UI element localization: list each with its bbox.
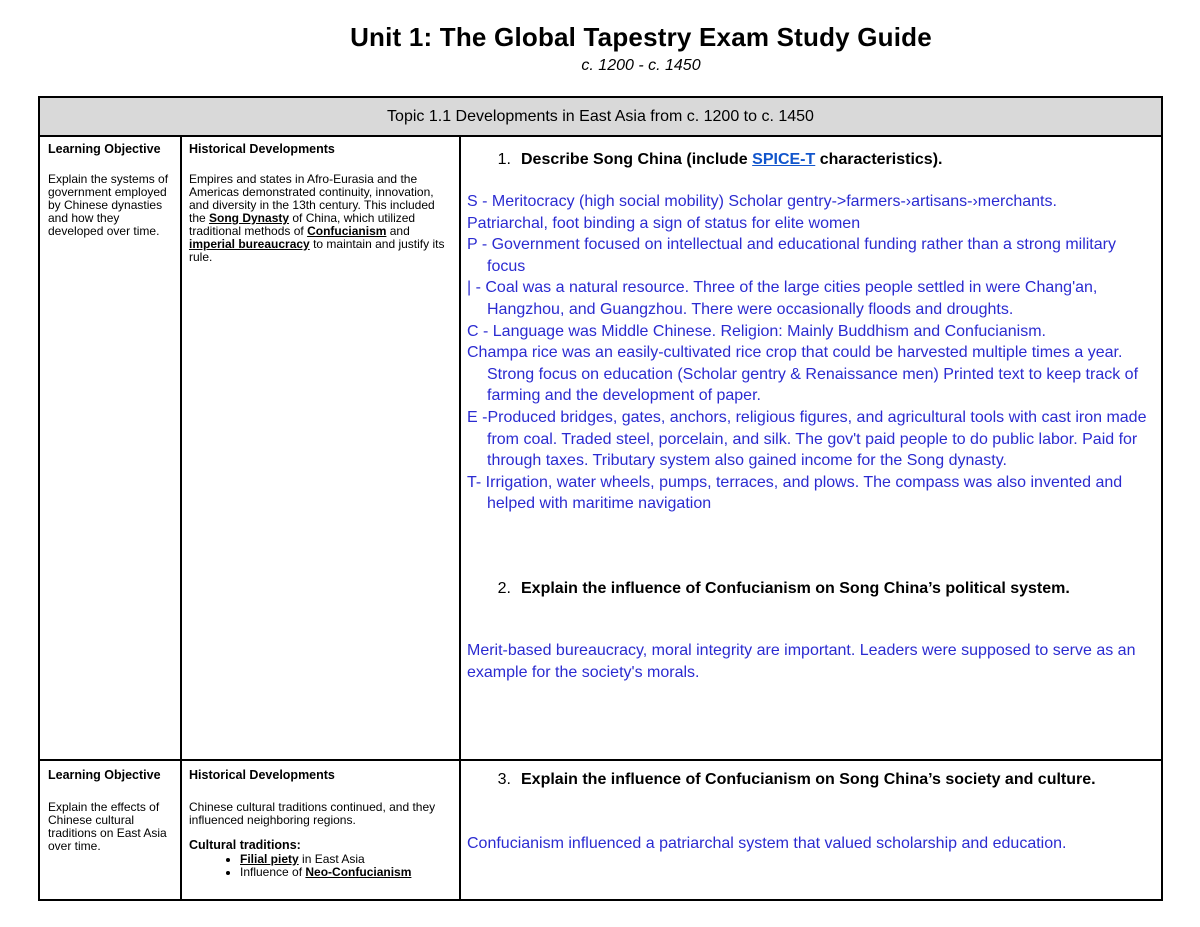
spice-t-link[interactable]: SPICE-T [752, 151, 816, 168]
question-text: Explain the influence of Confucianism on Song China’s political system. [521, 579, 1070, 597]
term-song-dynasty: Song Dynasty [209, 211, 290, 225]
historical-developments-text [189, 173, 453, 264]
topic-heading: Topic 1.1 Developments in East Asia from c. 1200 to c. 1450 [39, 97, 1162, 136]
historical-developments-cell-2 [181, 760, 460, 900]
question-number: 1. [497, 151, 511, 168]
hd-text-part: Empires and states in Afro-Eurasia and the Americas demonstrated continuity, innovation, and diversity in the 13th century. This included the [189, 172, 435, 225]
question-number: 2. [497, 579, 511, 597]
historical-developments-heading: Historical Developments [189, 768, 335, 782]
question-cell-1 [460, 136, 1162, 760]
answer-line: T- Irrigation, water wheels, pumps, terraces, and plows. The compass was also invented and helped with maritime navigation [467, 473, 1123, 513]
question-text: Describe Song China (include [521, 151, 753, 168]
historical-developments-heading: Historical Developments [189, 142, 335, 156]
learning-objective-heading: Learning Objective [48, 142, 161, 156]
learning-objective-cell-1 [39, 136, 181, 760]
question-number: 3. [497, 771, 511, 788]
date-range: c. 1200 - c. 1450 [581, 57, 701, 74]
spice-t-answers [467, 191, 1153, 515]
study-guide-table [38, 96, 1163, 901]
question-text: Explain the influence of Confucianism on Song China’s society and culture. [521, 771, 1096, 788]
question-cell-2 [460, 760, 1162, 900]
list-item-text: Influence of [240, 865, 306, 879]
learning-objective-cell-2 [39, 760, 181, 900]
hd-text-part: and [386, 224, 410, 238]
answer-line: Champa rice was an easily-cultivated rice crop that could be harvested multiple times a year. Strong focus on education (Scholar gentry & Renaissance men) Printed text to keep track of farming and the development of paper. [467, 344, 1139, 405]
answer-line: Patriarchal, foot binding a sign of status for elite women [467, 214, 861, 232]
answer-line: | - Coal was a natural resource. Three of the large cities people settled in were Chang'an, Hangzhou, and Guangzhou. There were occasionally floods and droughts. [467, 279, 1098, 318]
list-item-text: in East Asia [298, 852, 365, 866]
answer-line: E -Produced bridges, gates, anchors, religious figures, and agricultural tools with cast iron made from coal. Traded steel, porcelain, and silk. The gov't paid people to do public labor. Paid for through taxes. Tributary system also gained income for the Song dynasty. [467, 408, 1147, 470]
hd-text-part: of China, which utilized traditional methods of [189, 211, 416, 238]
document-title: Unit 1: The Global Tapestry Exam Study Guide [350, 22, 932, 52]
question-1 [485, 149, 1161, 171]
section-row-2 [39, 760, 1162, 900]
answer-line: P - Government focused on intellectual and educational funding rather than a strong military focus [467, 236, 1116, 275]
question-2 [485, 578, 1161, 600]
cultural-traditions-heading: Cultural traditions: [189, 838, 301, 852]
question-text: characteristics). [815, 151, 943, 168]
question-3-answer: Confucianism influenced a patriarchal system that valued scholarship and education. [467, 835, 1067, 852]
section-row-1 [39, 136, 1162, 760]
term-confucianism: Confucianism [307, 224, 387, 238]
topic-header-row [39, 97, 1162, 136]
learning-objective-text: Explain the systems of government employed by Chinese dynasties and how they developed over time. [48, 172, 169, 238]
historical-developments-text: Chinese cultural traditions continued, and they influenced neighboring regions. [189, 800, 436, 827]
term-filial-piety: Filial piety [240, 852, 299, 866]
question-3 [485, 769, 1121, 791]
question-2-answer: Merit-based bureaucracy, moral integrity are important. Leaders were supposed to serve as an example for the society's morals. [467, 641, 1136, 681]
hd-text-part: to maintain and justify its rule. [189, 237, 445, 264]
cultural-traditions-list [182, 853, 459, 879]
list-item [240, 866, 459, 879]
answer-line: C - Language was Middle Chinese. Religion: Mainly Buddhism and Confucianism. [467, 322, 1046, 340]
term-neo-confucianism: Neo-Confucianism [305, 865, 412, 879]
learning-objective-text: Explain the effects of Chinese cultural traditions on East Asia over time. [48, 800, 167, 853]
historical-developments-cell-1 [181, 136, 460, 760]
answer-line: S - Meritocracy (high social mobility) Scholar gentry->farmers-›artisans-›merchants. [467, 193, 1057, 210]
term-imperial-bureaucracy: imperial bureaucracy [189, 237, 310, 251]
learning-objective-heading: Learning Objective [48, 768, 161, 782]
